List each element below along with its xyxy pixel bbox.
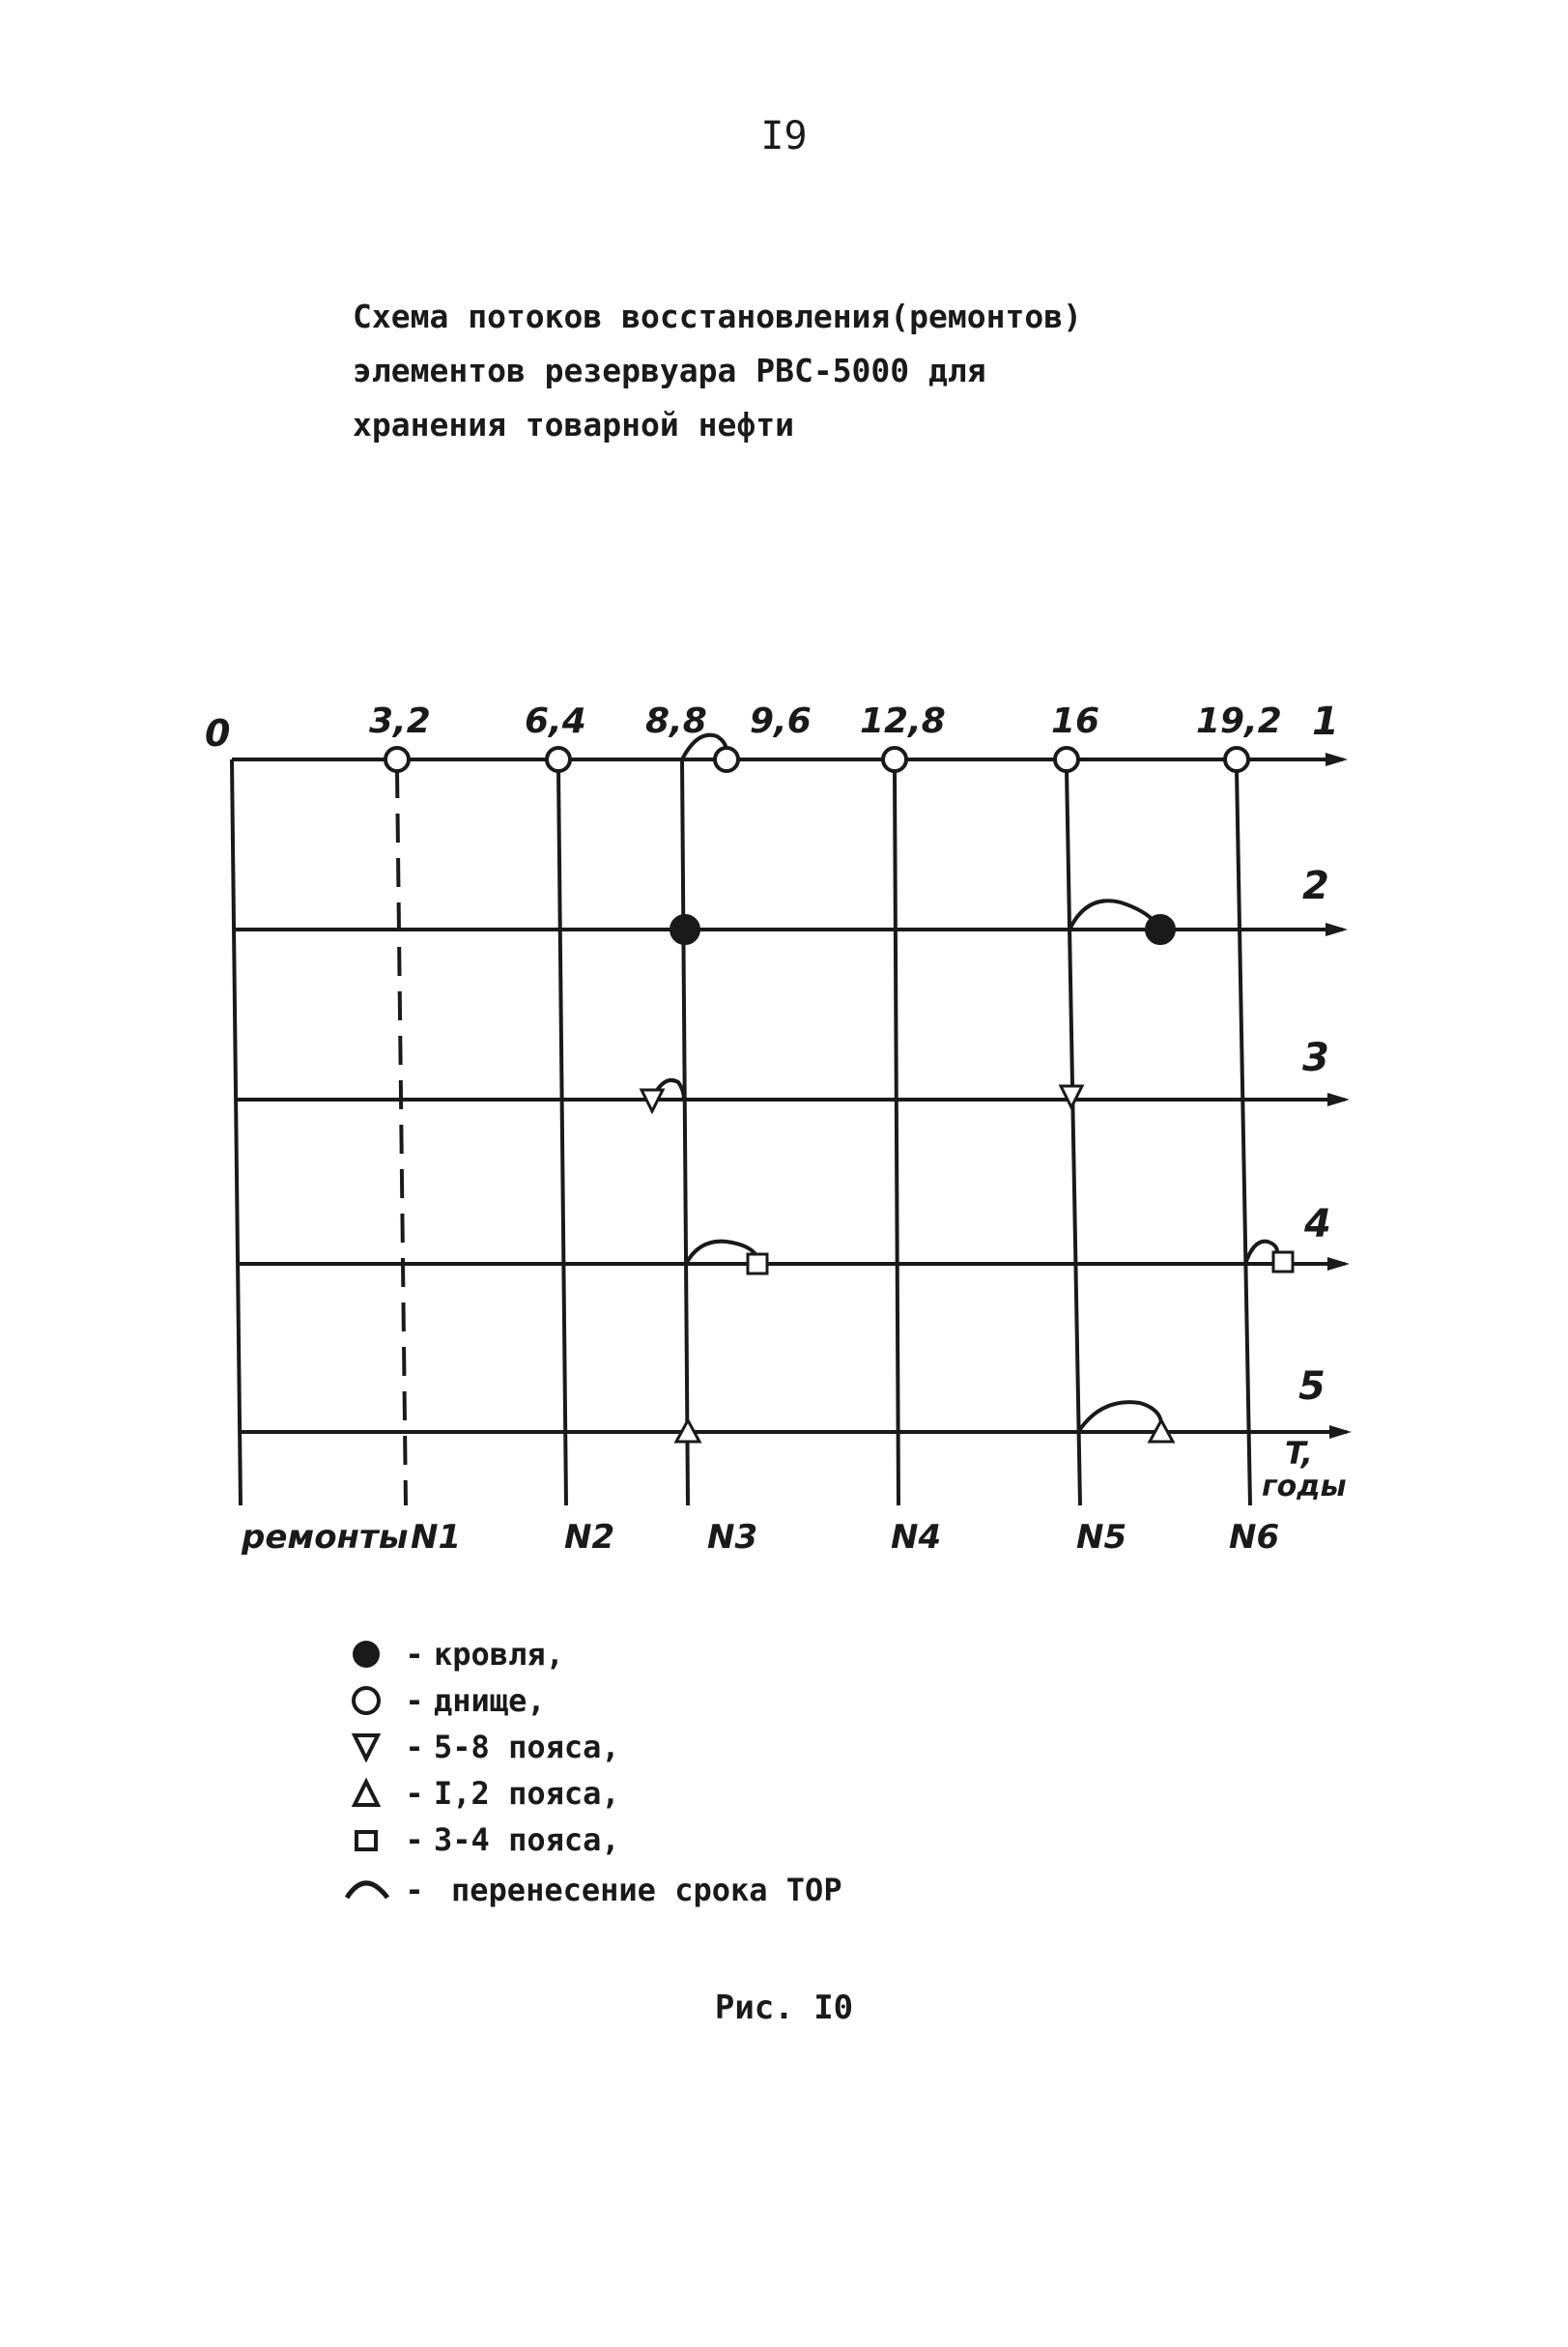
time-label-19-2: 19,2: [1196, 701, 1282, 741]
legend-text-bottom: днище,: [434, 1682, 546, 1719]
title-line-3: хранения товарной нефти: [353, 406, 794, 444]
roof-marker-n3: [671, 916, 698, 943]
diagram-lines: [232, 735, 1352, 1505]
figure-caption: Рис. I0: [714, 1989, 854, 2027]
time-label-9-6: 9,6: [750, 701, 812, 741]
repair-line-n2: [558, 769, 566, 1505]
bottom-marker-3-2: [385, 748, 409, 771]
legend-text-belts-5-8: 5-8 пояса,: [434, 1729, 620, 1765]
element-label-2: 2: [1302, 864, 1329, 908]
legend-item-transfer: - перенесение срока ТОР: [343, 1869, 842, 1911]
bottom-marker-12-8: [883, 748, 906, 771]
arrow-head-1: [1326, 753, 1348, 766]
bottom-marker-6-4: [547, 748, 570, 771]
repair-label-n2: N2: [564, 1518, 615, 1557]
repair-line-n1: [397, 769, 406, 1505]
belts-5-8-marker-n5: [1061, 1086, 1082, 1107]
time-label-8-8: 8,8: [645, 701, 707, 741]
bottom-marker-16: [1055, 748, 1078, 771]
repair-line-n4: [895, 769, 898, 1505]
legend-item-belts-1-2: - I,2 пояса,: [343, 1772, 620, 1815]
transfer-arc-4: [686, 1242, 755, 1264]
legend-text-roof: кровля,: [434, 1636, 564, 1673]
bottom-marker-9-6: [715, 748, 738, 771]
legend-item-belts-3-4: - 3-4 пояса,: [343, 1818, 620, 1861]
triangle-down-icon: [343, 1726, 395, 1768]
origin-vertical-line: [232, 759, 241, 1505]
axis-label-t: T,: [1285, 1435, 1313, 1472]
repair-label-n1: N1: [411, 1518, 462, 1557]
roof-marker-n5: [1147, 916, 1174, 943]
time-label-16: 16: [1051, 701, 1100, 741]
repair-label-n6: N6: [1229, 1518, 1280, 1557]
repair-label-n4: N4: [891, 1518, 942, 1557]
element-label-3: 3: [1302, 1036, 1329, 1080]
arrow-head-2: [1326, 923, 1348, 936]
legend-item-roof: - кровля,: [343, 1633, 564, 1675]
square-icon: [343, 1818, 395, 1861]
filled-circle-icon: [343, 1633, 395, 1675]
transfer-arc-icon: [343, 1869, 395, 1911]
transfer-arc-6: [1078, 1402, 1161, 1432]
belts-3-4-marker-n3: [748, 1254, 767, 1274]
transfer-arc-2: [1069, 901, 1155, 930]
bottom-marker-19-2: [1225, 748, 1248, 771]
repair-label-n5: N5: [1076, 1518, 1127, 1557]
title-line-1: Схема потоков восстановления(ремонтов): [353, 298, 1082, 335]
belts-3-4-marker-n6: [1273, 1252, 1293, 1272]
repair-line-n5: [1067, 769, 1080, 1505]
legend-item-belts-5-8: - 5-8 пояса,: [343, 1726, 620, 1768]
diagram-markers: [385, 748, 1293, 1442]
page-number: I9: [760, 114, 808, 158]
legend-text-belts-1-2: I,2 пояса,: [434, 1775, 620, 1812]
arrow-head-3: [1327, 1093, 1350, 1106]
element-label-5: 5: [1298, 1364, 1326, 1409]
repair-line-n6: [1237, 769, 1250, 1505]
triangle-up-icon: [343, 1772, 395, 1815]
arrow-head-5: [1329, 1425, 1352, 1439]
legend-text-transfer: перенесение срока ТОР: [451, 1872, 842, 1908]
repair-label-n3: N3: [707, 1518, 758, 1557]
circle-icon: [343, 1679, 395, 1722]
time-label-3-2: 3,2: [369, 701, 431, 741]
repairs-label: ремонты: [242, 1518, 409, 1557]
axis-label-years: годы: [1262, 1470, 1347, 1503]
arrow-head-4: [1327, 1257, 1350, 1271]
element-label-4: 4: [1304, 1202, 1331, 1246]
repair-line-n3: [682, 759, 688, 1505]
legend-text-belts-3-4: 3-4 пояса,: [434, 1821, 620, 1858]
time-label-12-8: 12,8: [860, 701, 946, 741]
origin-label: 0: [205, 712, 231, 755]
time-label-6-4: 6,4: [525, 701, 586, 741]
legend-item-bottom: - днище,: [343, 1679, 546, 1722]
element-label-1: 1: [1312, 700, 1339, 744]
title-line-2: элементов резервуара РВС-5000 для: [353, 352, 986, 389]
